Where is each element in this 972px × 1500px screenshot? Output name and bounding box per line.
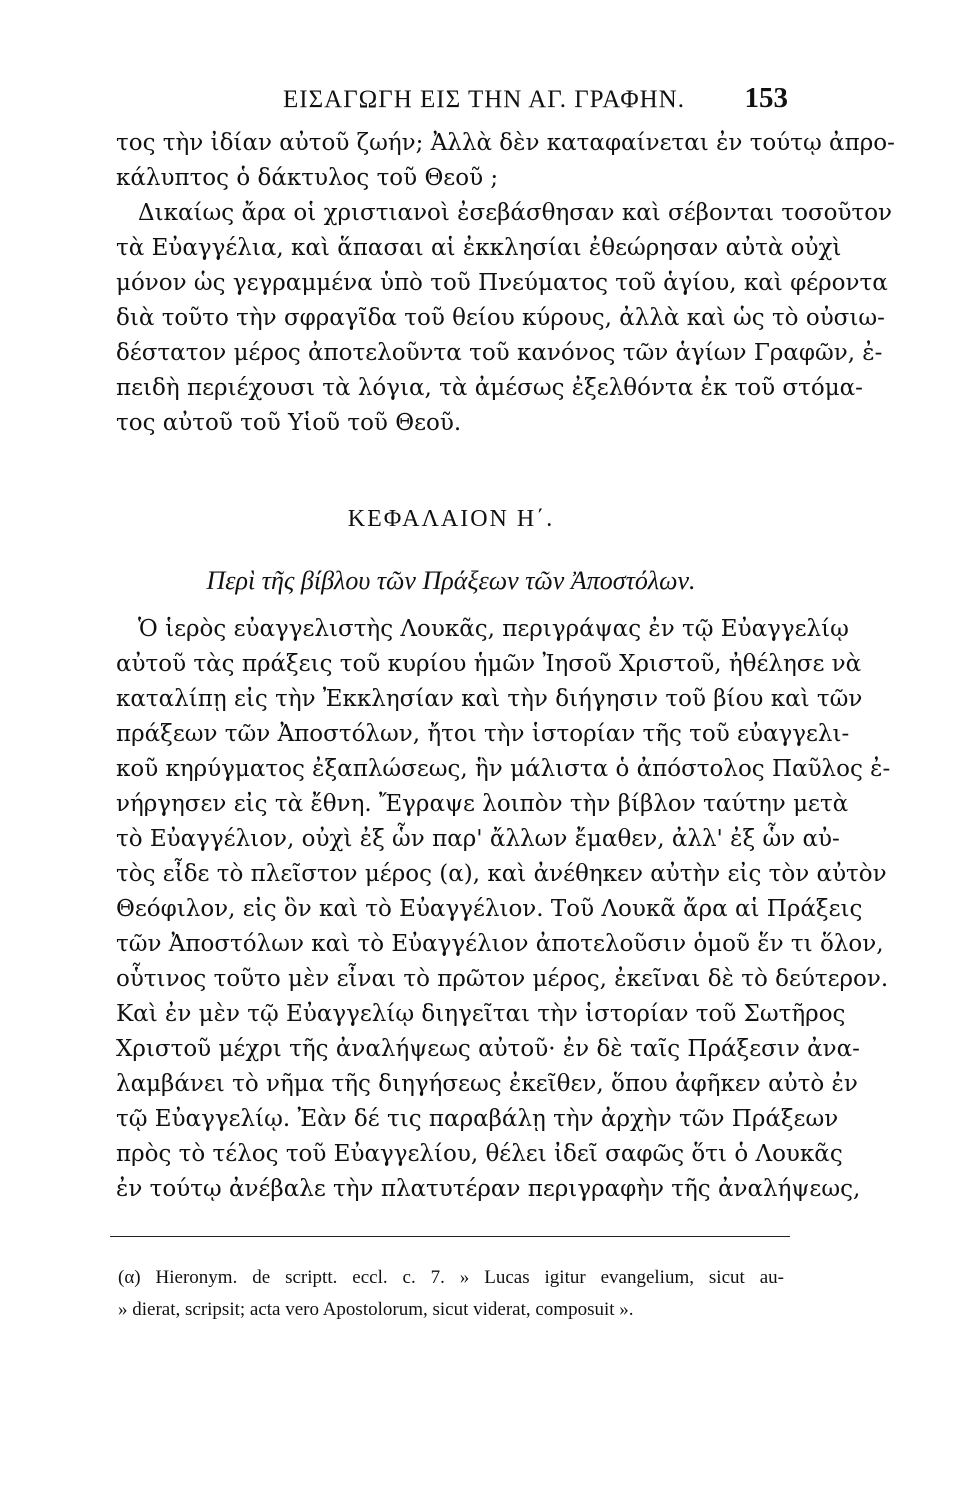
text-line: Χριστοῦ μέχρι τῆς ἀναλήψεως αὐτοῦ· ἐν δὲ ταῖς Πράξεσιν ἀνα-	[116, 1036, 860, 1062]
text-line: τῷ Εὐαγγελίῳ. Ἐὰν δέ τις παραβάλῃ τὴν ἀρχὴν τῶν Πράξεων	[116, 1106, 839, 1132]
text-line: καταλίπῃ εἰς τὴν Ἐκκλησίαν καὶ τὴν διήγησιν τοῦ βίου καὶ τῶν	[116, 686, 863, 712]
text-line: Ὁ ἱερὸς εὐαγγελιστὴς Λουκᾶς, περιγράψας ἐν τῷ Εὐαγγελίῳ	[138, 616, 849, 642]
running-title: ΕΙΣΑΓΩΓΗ ΕΙΣ ΤΗΝ ΑΓ. ΓΡΑΦΗΝ.	[283, 86, 685, 113]
text-line: μόνον ὡς γεγραμμένα ὑπὸ τοῦ Πνεύματος τοῦ ἁγίου, καὶ φέροντα	[116, 270, 888, 296]
text-line: Θεόφιλον, εἰς ὃν καὶ τὸ Εὐαγγέλιον. Τοῦ Λουκᾶ ἄρα αἱ Πράξεις	[116, 896, 863, 922]
text-line: κοῦ κηρύγματος ἐξαπλώσεως, ἣν μάλιστα ὁ ἀπόστολος Παῦλος ἐ-	[116, 756, 891, 782]
text-line: αὐτοῦ τὰς πράξεις τοῦ κυρίου ἡμῶν Ἰησοῦ Χριστοῦ, ἠθέλησε νὰ	[116, 651, 862, 677]
footnotes	[118, 1262, 784, 1326]
text-line: διὰ τοῦτο τὴν σφραγῖδα τοῦ θείου κύρους, ἀλλὰ καὶ ὡς τὸ οὐσιω-	[116, 305, 885, 331]
text-line: τὸς εἶδε τὸ πλεῖστον μέρος (α), καὶ ἀνέθηκεν αὐτὴν εἰς τὸν αὐτὸν	[116, 861, 887, 887]
page-number: 153	[744, 82, 788, 114]
text-line: τὰ Εὐαγγέλια, καὶ ἅπασαι αἱ ἐκκλησίαι ἐθεώρησαν αὐτὰ οὐχὶ	[116, 235, 842, 261]
footnote-line: (α) Hieronym. de scriptt. eccl. c. 7. » Lucas igitur evangelium, sicut au-	[118, 1267, 784, 1288]
text-line: κάλυπτος ὁ δάκτυλος τοῦ Θεοῦ ;	[116, 165, 499, 191]
text-line: τος αὐτοῦ τοῦ Υἱοῦ τοῦ Θεοῦ.	[116, 410, 462, 436]
chapter-body	[116, 612, 891, 1207]
text-line: τος τὴν ἰδίαν αὐτοῦ ζωήν; Ἀλλὰ δὲν καταφαίνεται ἐν τούτῳ ἀπρο-	[116, 130, 895, 156]
chapter-subtitle: Περὶ τῆς βίβλου τῶν Πράξεων τῶν Ἀποστόλων.	[206, 566, 696, 595]
text-line: λαμβάνει τὸ νῆμα τῆς διηγήσεως ἐκεῖθεν, ὅπου ἀφῆκεν αὐτὸ ἐν	[116, 1071, 858, 1097]
text-line: πειδὴ περιέχουσι τὰ λόγια, τὰ ἀμέσως ἐξελθόντα ἐκ τοῦ στόμα-	[116, 375, 863, 401]
text-line: δέστατον μέρος ἀποτελοῦντα τοῦ κανόνος τῶν ἁγίων Γραφῶν, ἐ-	[116, 340, 883, 366]
footnote-line: » dierat, scripsit; acta vero Apostolorum, sicut viderat, composuit ».	[118, 1299, 634, 1320]
text-line: πράξεων τῶν Ἀποστόλων, ἤτοι τὴν ἱστορίαν τῆς τοῦ εὐαγγελι-	[116, 721, 850, 747]
text-line: Δικαίως ἄρα οἱ χριστιανοὶ ἐσεβάσθησαν καὶ σέβονται τοσοῦτον	[138, 200, 893, 226]
text-line: οὗτινος τοῦτο μὲν εἶναι τὸ πρῶτον μέρος, ἐκεῖναι δὲ τὸ δεύτερον.	[116, 966, 889, 992]
chapter-heading: ΚΕΦΑΛΑΙΟΝ Η΄.	[347, 506, 555, 532]
text-line: τῶν Ἀποστόλων καὶ τὸ Εὐαγγέλιον ἀποτελοῦσιν ὁμοῦ ἕν τι ὅλον,	[116, 931, 884, 957]
text-line: ἐν τούτῳ ἀνέβαλε τὴν πλατυτέραν περιγραφὴν τῆς ἀναλήψεως,	[116, 1176, 861, 1202]
text-line: πρὸς τὸ τέλος τοῦ Εὐαγγελίου, θέλει ἰδεῖ σαφῶς ὅτι ὁ Λουκᾶς	[116, 1141, 843, 1167]
text-line: Καὶ ἐν μὲν τῷ Εὐαγγελίῳ διηγεῖται τὴν ἱστορίαν τοῦ Σωτῆρος	[116, 1001, 846, 1027]
text-line: τὸ Εὐαγγέλιον, οὐχὶ ἐξ ὧν παρ' ἄλλων ἔμαθεν, ἀλλ' ἐξ ὧν αὐ-	[116, 826, 840, 852]
footnote-divider	[110, 1236, 790, 1237]
top-paragraph	[116, 126, 895, 441]
text-line: νήργησεν εἰς τὰ ἔθνη. Ἔγραψε λοιπὸν τὴν βίβλον ταύτην μετὰ	[116, 791, 849, 817]
